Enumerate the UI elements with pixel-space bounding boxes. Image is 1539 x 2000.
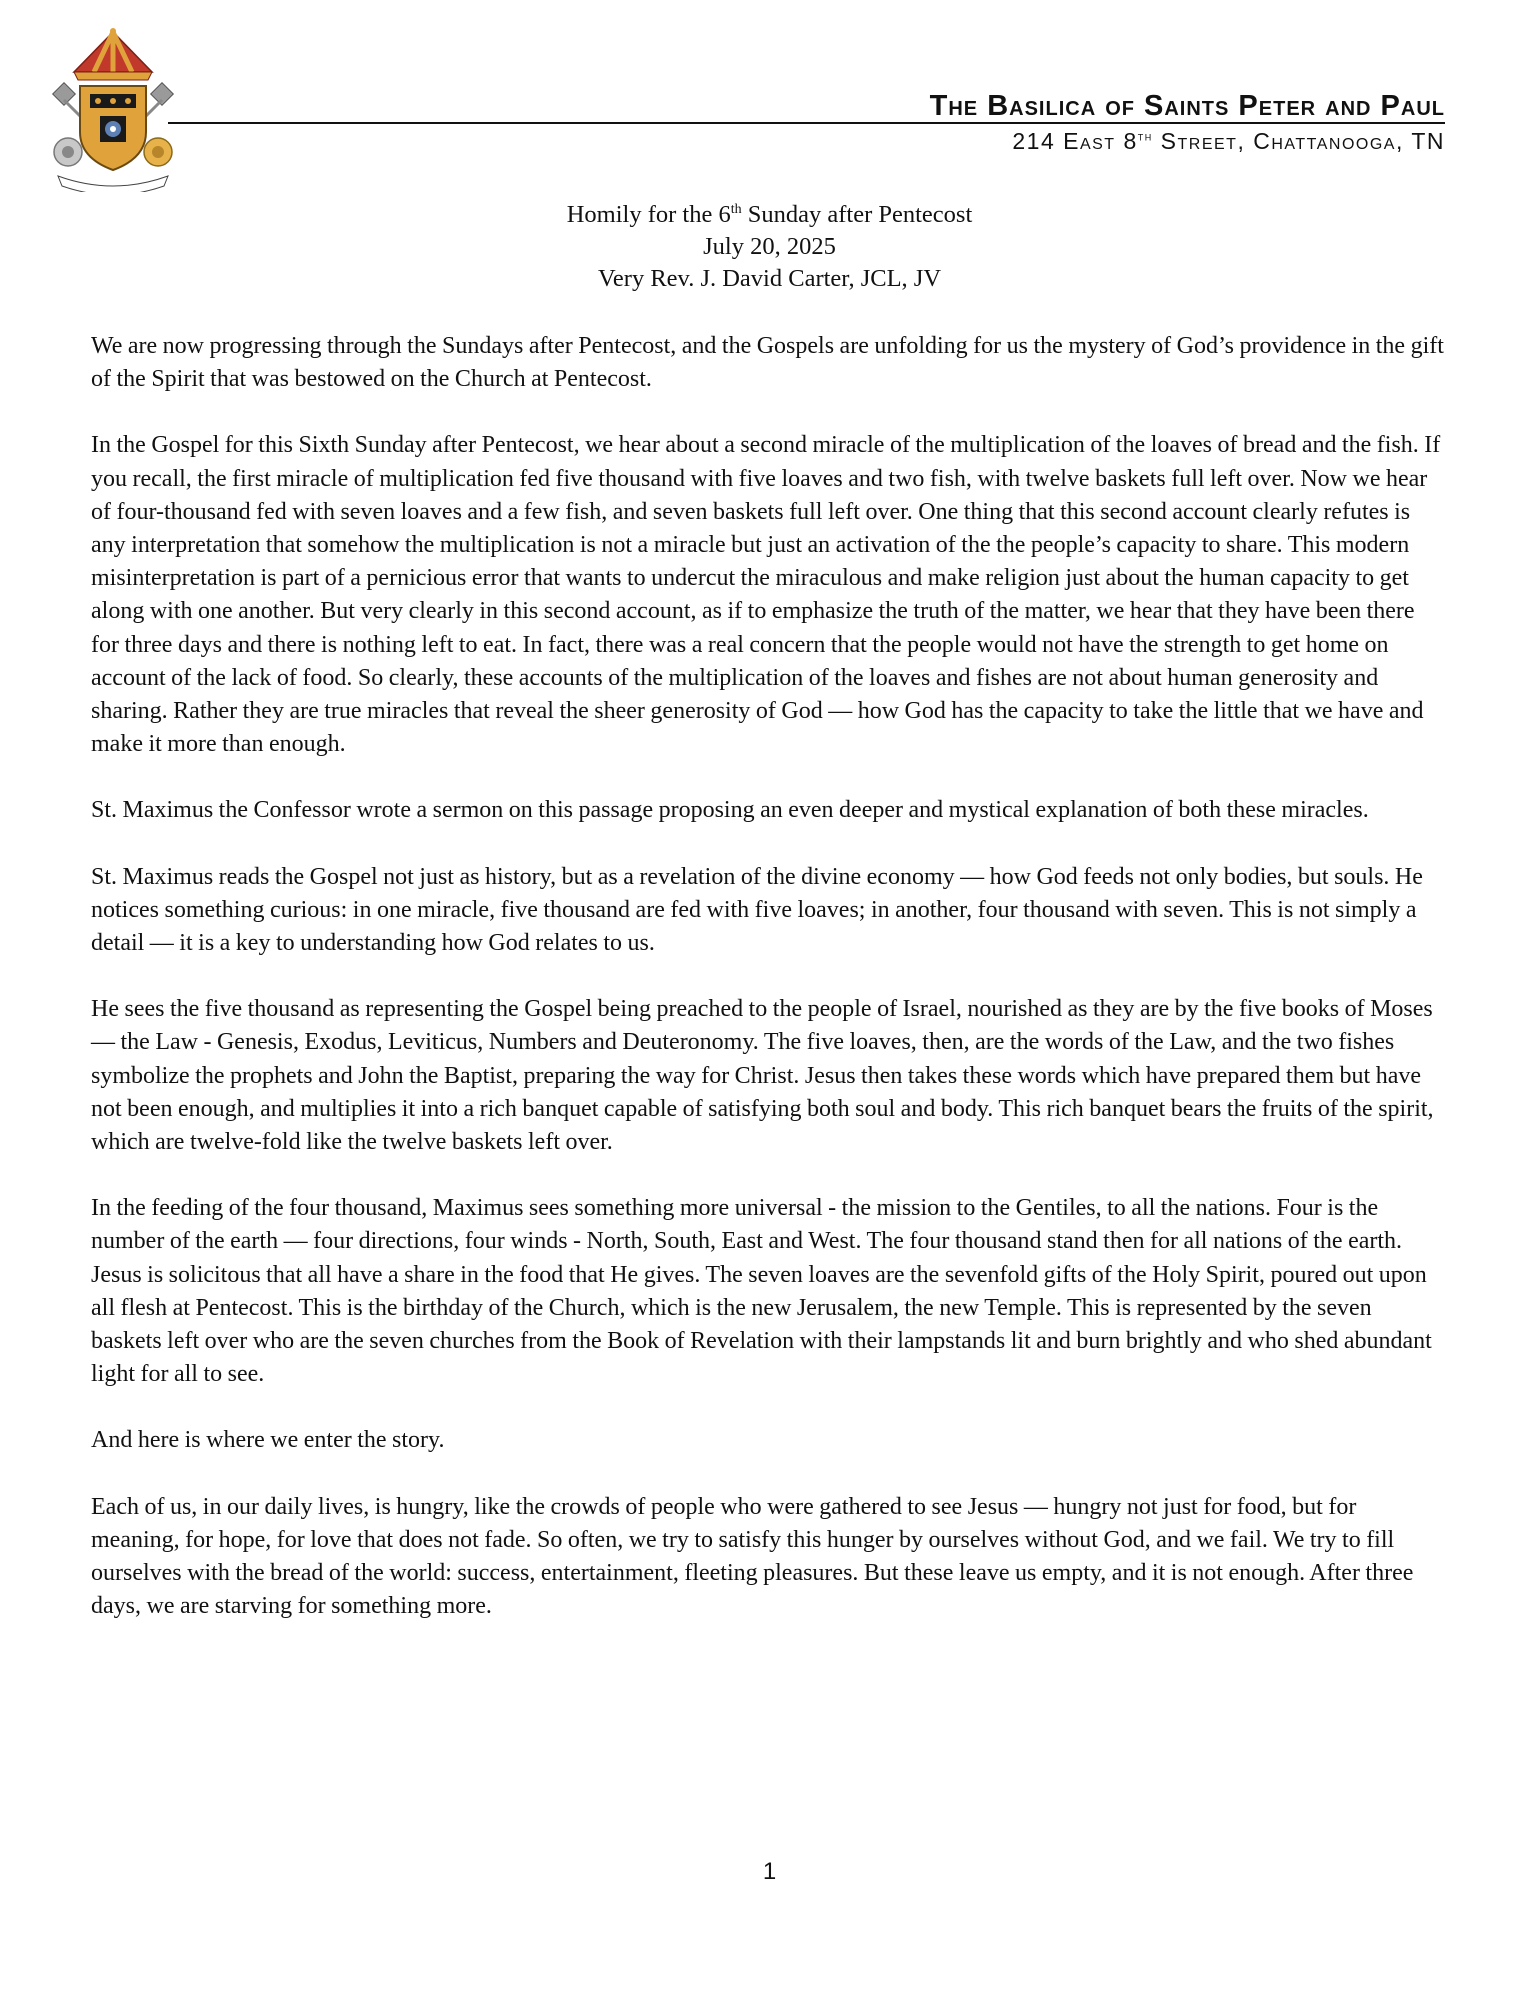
homily-title-post: Sunday after Pentecost xyxy=(741,201,973,229)
address-superscript: th xyxy=(1137,128,1153,144)
paragraph: We are now progressing through the Sundays after Pentecost, and the Gospels are unfolding for us the mystery of God’s providence in the gift of the Spirit that was bestowed on the Church at Pentecost. xyxy=(91,333,1444,393)
paragraph: And here is where we enter the story. xyxy=(91,1427,445,1454)
paragraph: Each of us, in our daily lives, is hungry, like the crowds of people who were gathered to see Jesus — hungry not just for food, but for meaning, for hope, for love that does not fade. So often, we try to satisfy this hunger by ourselves without God, and we fail. We try to fill ourselves with the bread of the world: success, entertainment, fleeting pleasures. But these leave us empty, and it is not enough. After three days, we are starving for something more. xyxy=(91,1493,1414,1620)
parish-name-heading: The Basilica of Saints Peter and Paul xyxy=(929,90,1445,122)
homily-title-sup: th xyxy=(730,202,742,217)
paragraph: St. Maximus reads the Gospel not just as history, but as a revelation of the divine economy — how God feeds not only bodies, but souls. He notices something curious: in one miracle, five thousand are fed with five loaves; in another, four thousand with seven. This is not simply a detail — it is a key to understanding how God relates to us. xyxy=(91,863,1423,957)
homily-title-pre: Homily for the 6 xyxy=(566,201,731,229)
basilica-crest-logo xyxy=(50,28,176,192)
homily-title xyxy=(0,194,1539,231)
homily-author: Very Rev. J. David Carter, JCL, JV xyxy=(597,265,942,293)
homily-date: July 20, 2025 xyxy=(703,233,836,261)
paragraph: St. Maximus the Confessor wrote a sermon on this passage proposing an even deeper and mystical explanation of both these miracles. xyxy=(91,797,1369,824)
homily-title-block xyxy=(0,194,1539,295)
parish-address xyxy=(1012,128,1445,155)
paragraph: He sees the five thousand as representing the Gospel being preached to the people of Israel, nourished as they are by the five books of Moses — the Law - Genesis, Exodus, Leviticus, Numbers and Deuteronomy. The five loaves, then, are the words of the Law, and the two fishes symbolize the prophets and John the Baptist, preparing the way for Christ. Jesus then takes these words which have prepared them but have not been enough, and multiplies it into a rich banquet capable of satisfying both soul and body. This rich banquet bears the fruits of the spirit, which are twelve-fold like the twelve baskets left over. xyxy=(91,996,1434,1156)
homily-body xyxy=(91,330,1447,1657)
page-number: 1 xyxy=(762,1858,777,1885)
header-divider xyxy=(168,122,1445,124)
address-rest: Street, Chattanooga, TN xyxy=(1152,128,1445,154)
paragraph: In the feeding of the four thousand, Maximus sees something more universal - the mission to the Gentiles, to all the nations. Four is the number of the earth — four directions, four winds - North, South, East and West. The four thousand stand then for all nations of the earth. Jesus is solicitous that all have a share in the food that He gives. The seven loaves are the sevenfold gifts of the Holy Spirit, poured out upon all flesh at Pentecost. This is the birthday of the Church, which is the new Jerusalem, the new Temple. This is represented by the seven baskets left over who are the seven churches from the Book of Revelation with their lampstands lit and burn brightly and who shed abundant light for all to see. xyxy=(91,1195,1432,1388)
address-number-street: 214 East 8 xyxy=(1012,128,1138,154)
paragraph: In the Gospel for this Sixth Sunday after Pentecost, we hear about a second miracle of the multiplication of the loaves of bread and the fish. If you recall, the first miracle of multiplication fed five thousand with five loaves and two fish, with twelve baskets full left over. Now we hear of four-thousand fed with seven loaves and a few fish, and seven baskets full left over. One thing that this second account clearly refutes is any interpretation that somehow the multiplication is not a miracle but just an activation of the the people’s capacity to share. This modern misinterpretation is part of a pernicious error that wants to undercut the miraculous and make religion just about the human capacity to get along with one another. But very clearly in this second account, as if to emphasize the truth of the matter, we hear that they have been there for three days and there is nothing left to eat. In fact, there was a real concern that the people would not have the strength to get home on account of the lack of food. So clearly, these accounts of the multiplication of the loaves and fishes are not about human generosity and sharing. Rather they are true miracles that reveal the sheer generosity of God — how God has the capacity to take the little that we have and make it more than enough. xyxy=(91,432,1441,758)
